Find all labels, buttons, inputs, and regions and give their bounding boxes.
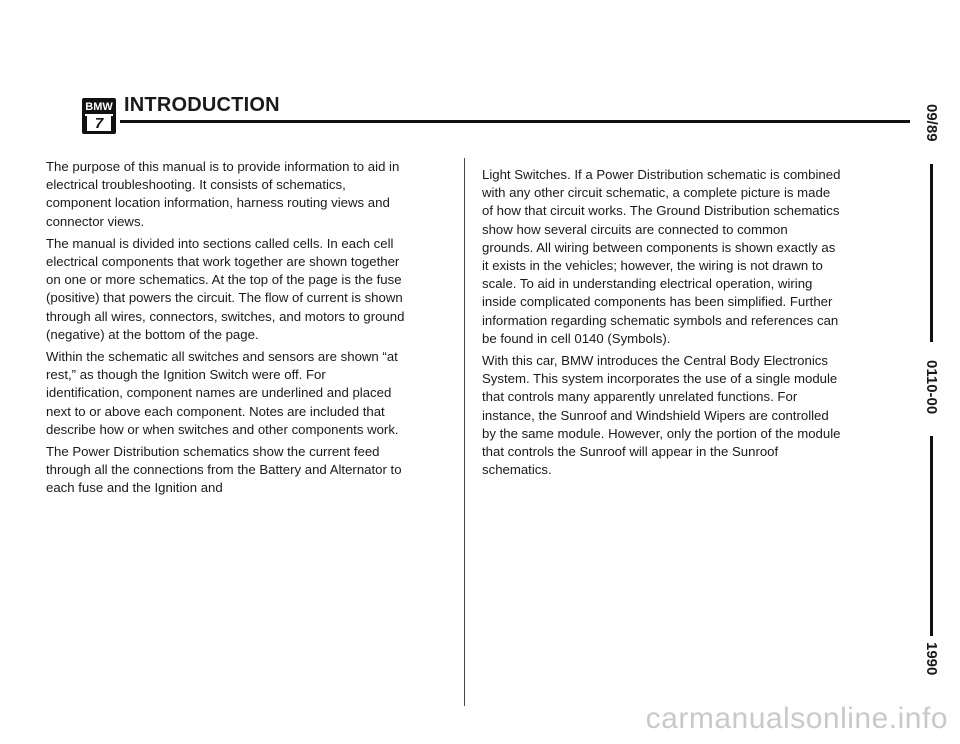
margin-bar	[930, 164, 933, 342]
site-watermark: carmanualsonline.info	[645, 702, 948, 735]
date-label: 09/89	[923, 104, 940, 142]
header-rule	[120, 120, 910, 123]
bmw-7-logo	[82, 98, 116, 134]
left-column	[46, 158, 406, 502]
section-code-label: 0110-00	[923, 360, 940, 415]
right-column	[482, 166, 842, 483]
margin-bar	[930, 436, 933, 636]
logo-brand: BMW	[85, 101, 113, 116]
paragraph: The Power Distribution schematics show the current feed through all the connections from the Battery and Alternator to each fuse and the Ignition and	[46, 444, 402, 496]
page-title: INTRODUCTION	[124, 94, 280, 116]
paragraph: With this car, BMW introduces the Central Body Electronics System. This system incorporates the use of a single module that controls many apparently unrelated functions. For instance, the Sunroof and Windshield Wipers are controlled by the same module. However, only the portion of the module that controls the Sunroof will appear in the Sunroof schematics.	[482, 353, 841, 478]
paragraph: The purpose of this manual is to provide information to aid in electrical troubleshooting. It consists of schematics, component location information, harness routing views and connector views.	[46, 159, 400, 229]
paragraph: Within the schematic all switches and sensors are shown “at rest,” as though the Ignition Switch were off. For identification, component names are underlined and placed next to or above each component. Notes are included that describe how or when switches and other components work.	[46, 349, 399, 437]
paragraph: Light Switches. If a Power Distribution schematic is combined with any other circuit schematic, a complete picture is made of how that circuit works. The Ground Distribution schematics show how several circuits are connected to common grounds. All wiring between components is shown exactly as it exists in the vehicles; however, the wiring is not drawn to scale. To aid in understanding electrical operation, wiring inside complicated components has been simplified. Further information regarding schematic symbols and references can be found in cell 0140 (Symbols).	[482, 167, 841, 346]
year-label: 1990	[923, 642, 940, 676]
column-divider	[464, 158, 465, 706]
paragraph: The manual is divided into sections called cells. In each cell electrical components that work together are shown together on one or more schematics. At the top of the page is the fuse (positive) that powers the circuit. The flow of current is shown through all wires, connectors, switches, and motors to ground (negative) at the bottom of the page.	[46, 235, 405, 342]
logo-series: 7	[87, 116, 111, 131]
